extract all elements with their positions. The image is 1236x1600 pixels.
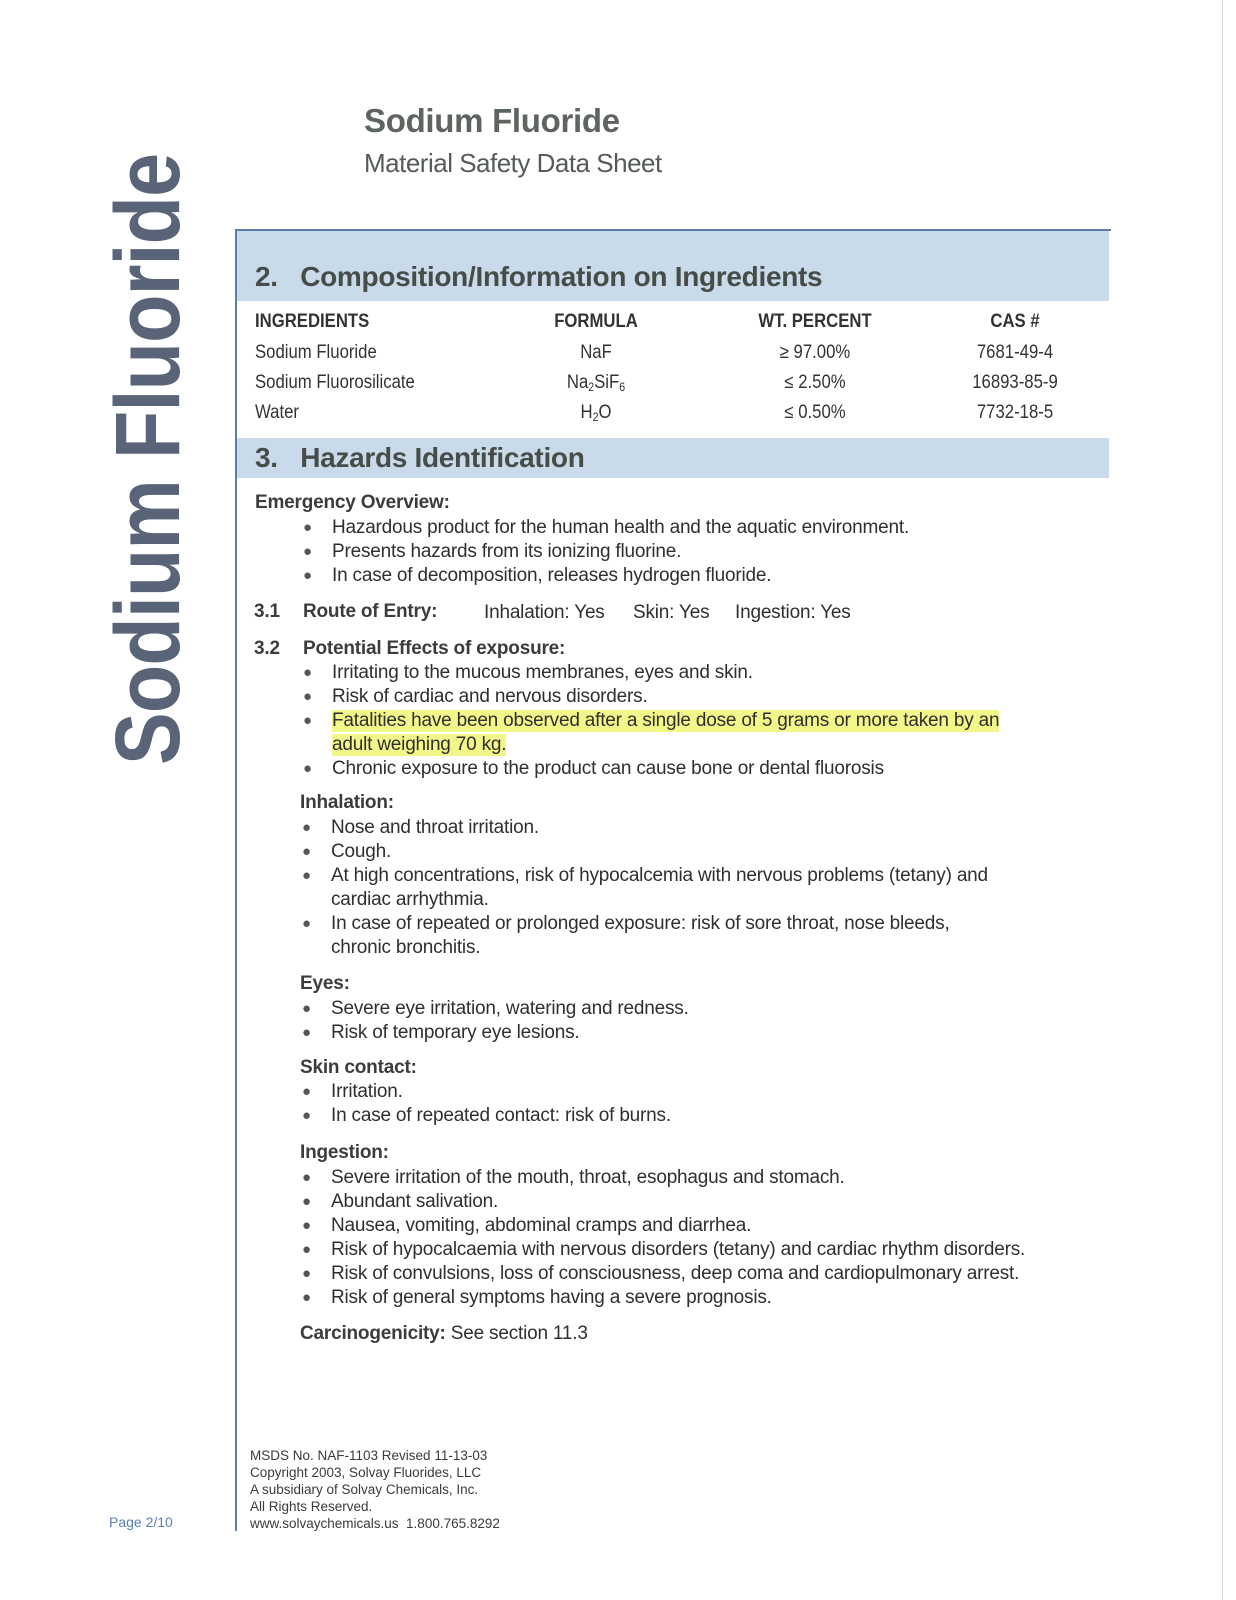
list-item: In case of repeated contact: risk of burns. (331, 1105, 671, 1126)
bullet-icon: ● (302, 915, 312, 932)
list-item: Irritation. (331, 1081, 403, 1102)
footer-contact: www.solvaychemicals.us 1.800.765.8292 (250, 1516, 500, 1531)
bullet-icon: ● (302, 1024, 312, 1041)
list-item: Risk of cardiac and nervous disorders. (332, 686, 648, 707)
page-number: Page 2/10 (109, 1514, 173, 1530)
highlighted-list-item-cont: adult weighing 70 kg. (332, 734, 507, 755)
col-cas: CAS # (990, 311, 1040, 332)
route-skin: Skin: Yes (633, 602, 710, 623)
section-3-1-number: 3.1 (254, 601, 280, 622)
emergency-overview-label: Emergency Overview: (255, 492, 450, 513)
list-item: In case of repeated or prolonged exposure: risk of sore throat, nose bleeds, (331, 913, 950, 934)
bullet-icon: ● (303, 712, 313, 729)
bullet-icon: ● (303, 688, 313, 705)
potential-effects-label: Potential Effects of exposure: (303, 638, 566, 659)
list-item: Presents hazards from its ionizing fluorine. (332, 541, 682, 562)
ingestion-label: Ingestion: (300, 1142, 389, 1163)
list-item: Risk of convulsions, loss of consciousness, deep coma and cardiopulmonary arrest. (331, 1263, 1020, 1284)
list-item-cont: chronic bronchitis. (331, 937, 481, 958)
bullet-icon: ● (302, 819, 312, 836)
table-header-row (255, 306, 1091, 338)
section-3-heading-band (237, 438, 1109, 478)
list-item: Cough. (331, 841, 392, 862)
list-item-cont: cardiac arrhythmia. (331, 889, 489, 910)
col-formula: FORMULA (554, 311, 638, 332)
bullet-icon: ● (302, 1289, 312, 1306)
bullet-icon: ● (302, 1241, 312, 1258)
section-3-heading: 3. Hazards Identification (255, 442, 585, 473)
bullet-icon: ● (302, 867, 312, 884)
scan-edge-line (1222, 0, 1223, 1600)
list-item: Nausea, vomiting, abdominal cramps and diarrhea. (331, 1215, 752, 1236)
list-item: In case of decomposition, releases hydrogen fluoride. (332, 565, 772, 586)
col-wt-percent: WT. PERCENT (758, 311, 872, 332)
section-3-2-number: 3.2 (254, 638, 280, 659)
list-item: Abundant salivation. (331, 1191, 499, 1212)
formula: $Na_2SiF_6$ (566, 372, 626, 394)
bullet-icon: ● (303, 567, 313, 584)
bullet-icon: ● (302, 1083, 312, 1100)
bullet-icon: ● (302, 1107, 312, 1124)
carcinogenicity-value: See section 11.3 (445, 1323, 588, 1344)
document-subtitle: Material Safety Data Sheet (364, 148, 662, 178)
bullet-icon: ● (302, 1193, 312, 1210)
list-item: Severe eye irritation, watering and redness. (331, 998, 689, 1019)
ingredients-table (255, 306, 1091, 428)
table-row (255, 338, 1091, 368)
carcinogenicity-line (300, 1323, 588, 1345)
highlighted-list-item: Fatalities have been observed after a single dose of 5 grams or more taken by an (332, 710, 1000, 731)
section-2-heading-band (237, 231, 1109, 301)
bullet-icon: ● (303, 664, 313, 681)
cas-number: 16893-85-9 (972, 372, 1058, 393)
bullet-icon: ● (302, 1265, 312, 1282)
wt-percent: ≤ 0.50% (784, 402, 846, 423)
side-banner-title: Sodium Fluoride (97, 153, 199, 765)
bullet-icon: ● (302, 1000, 312, 1017)
bullet-icon: ● (302, 1169, 312, 1186)
route-ingestion: Ingestion: Yes (735, 602, 851, 623)
footer-block (250, 1447, 500, 1532)
list-item: Irritating to the mucous membranes, eyes and skin. (332, 662, 753, 683)
wt-percent: ≤ 2.50% (784, 372, 846, 393)
footer-subsidiary: A subsidiary of Solvay Chemicals, Inc. (250, 1482, 479, 1497)
skin-contact-label: Skin contact: (300, 1057, 417, 1078)
list-item: Hazardous product for the human health and the aquatic environment. (332, 517, 910, 538)
list-item: Risk of temporary eye lesions. (331, 1022, 580, 1043)
route-inhalation: Inhalation: Yes (484, 602, 605, 623)
inhalation-label: Inhalation: (300, 792, 394, 813)
list-item: Risk of hypocalcaemia with nervous disorders (tetany) and cardiac rhythm disorders. (331, 1239, 1026, 1260)
eyes-label: Eyes: (300, 973, 350, 994)
wt-percent: ≥ 97.00% (779, 342, 851, 363)
bullet-icon: ● (302, 843, 312, 860)
ingredient-name: Sodium Fluorosilicate (255, 372, 415, 393)
document-title: Sodium Fluoride (364, 102, 620, 139)
bullet-icon: ● (303, 519, 313, 536)
ingredient-name: Water (255, 402, 299, 423)
footer-copyright: Copyright 2003, Solvay Fluorides, LLC (250, 1465, 482, 1480)
formula: NaF (580, 342, 612, 363)
footer-rights: All Rights Reserved. (250, 1499, 373, 1514)
formula: $H_2O$ (580, 402, 612, 424)
list-item: Severe irritation of the mouth, throat, esophagus and stomach. (331, 1167, 845, 1188)
list-item: Nose and throat irritation. (331, 817, 539, 838)
bullet-icon: ● (303, 760, 313, 777)
table-row (255, 368, 1091, 398)
list-item: At high concentrations, risk of hypocalcemia with nervous problems (tetany) and (331, 865, 988, 886)
route-of-entry-label: Route of Entry: (303, 601, 438, 622)
list-item: Risk of general symptoms having a severe prognosis. (331, 1287, 772, 1308)
cas-number: 7681-49-4 (976, 342, 1054, 363)
bullet-icon: ● (303, 543, 313, 560)
list-item: Chronic exposure to the product can cause bone or dental fluorosis (332, 758, 884, 779)
carcinogenicity-label: Carcinogenicity: (300, 1323, 446, 1344)
cas-number: 7732-18-5 (976, 402, 1054, 423)
footer-msds-number: MSDS No. NAF-1103 Revised 11-13-03 (250, 1448, 488, 1463)
ingredient-name: Sodium Fluoride (255, 342, 377, 363)
table-row (255, 398, 1091, 428)
col-ingredients: INGREDIENTS (255, 311, 370, 332)
section-2-heading: 2. Composition/Information on Ingredients (255, 261, 823, 292)
bullet-icon: ● (302, 1217, 312, 1234)
